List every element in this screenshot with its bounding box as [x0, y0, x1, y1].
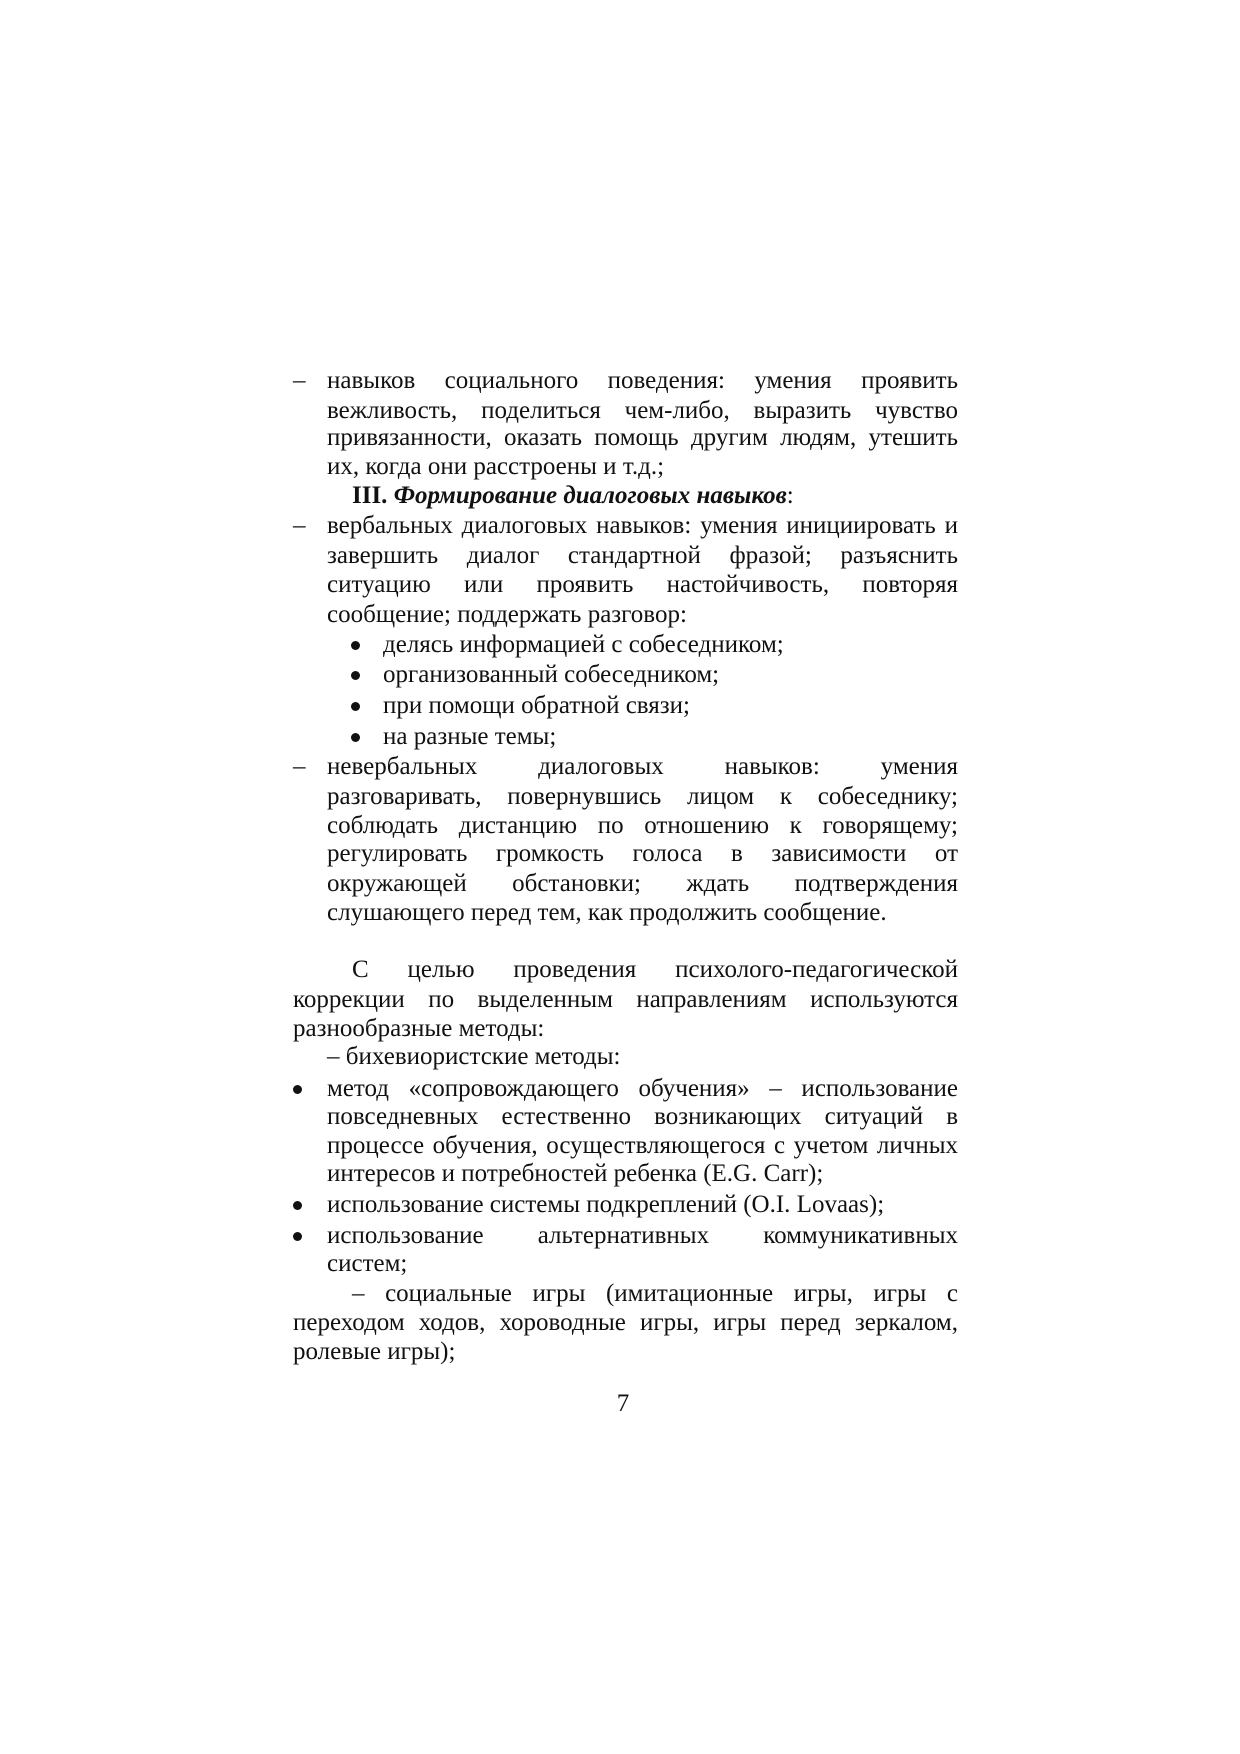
- text-line: слушающего перед тем, как продолжить сообщение.: [327, 899, 887, 926]
- text-line: регулировать громкость голоса в зависимости от: [327, 840, 958, 867]
- heading-colon: :: [786, 482, 794, 509]
- text-line: окружающей обстановки; ждать подтверждения: [327, 870, 958, 897]
- text-line: коррекции по выделенным направлениям используются: [293, 986, 958, 1013]
- text-line: систем;: [327, 1250, 408, 1277]
- text-line: навыков социального поведения: умения проявить: [327, 367, 958, 394]
- list-item: при помощи обратной связи;: [383, 692, 690, 719]
- page-number: 7: [616, 1390, 630, 1417]
- text-line: вербальных диалоговых навыков: умения инициировать и: [327, 512, 958, 539]
- heading-title: Формирование диалоговых навыков: [393, 482, 787, 509]
- text-line: – социальные игры (имитационные игры, игры с: [352, 1280, 958, 1307]
- text-line: повседневных естественно возникающих ситуаций в: [327, 1103, 958, 1130]
- text-line: соблюдать дистанцию по отношению к говорящему;: [327, 812, 958, 839]
- text-line: использование альтернативных коммуникативных: [327, 1222, 958, 1249]
- text-line: вежливость, поделиться чем-либо, выразить чувство: [327, 397, 958, 424]
- text-line: использование системы подкреплений (O.I. Lovaas);: [327, 1191, 885, 1218]
- text-line: завершить диалог стандартной фразой; разъяснить: [327, 542, 958, 569]
- list-item: делясь информацией с собеседником;: [383, 631, 784, 658]
- text-line: ролевые игры);: [293, 1338, 456, 1365]
- heading-numeral: III.: [352, 482, 388, 509]
- dash-marker: –: [293, 367, 306, 394]
- text-line: невербальных диалоговых навыков: умения: [327, 753, 958, 780]
- text-line: разнообразные методы:: [293, 1015, 545, 1042]
- text-line: процессе обучения, осуществляющегося с учетом личных: [327, 1132, 958, 1159]
- text-line: ситуацию или проявить настойчивость, повторяя: [327, 571, 958, 598]
- text-line: переходом ходов, хороводные игры, игры перед зеркалом,: [293, 1309, 958, 1336]
- bullet-icon: [293, 1201, 302, 1210]
- list-item: организованный собеседником;: [383, 661, 720, 688]
- list-item: на разные темы;: [383, 723, 557, 750]
- text-line: привязанности, оказать помощь другим людям, утешить: [327, 424, 958, 451]
- text-line: разговаривать, повернувшись лицом к собеседнику;: [327, 783, 958, 810]
- bullet-icon: [351, 671, 360, 680]
- bullet-icon: [293, 1085, 302, 1094]
- text-line: С целью проведения психолого-педагогической: [352, 956, 958, 983]
- bullet-icon: [351, 733, 360, 742]
- bullet-icon: [293, 1232, 302, 1241]
- bullet-icon: [351, 702, 360, 711]
- bullet-icon: [351, 641, 360, 650]
- dash-marker: –: [293, 753, 306, 780]
- text-line: интересов и потребностей ребенка (E.G. Carr);: [327, 1160, 824, 1187]
- text-line: их, когда они расстроены и т.д.;: [327, 453, 665, 480]
- text-line: сообщение; поддержать разговор:: [327, 601, 687, 628]
- dash-marker: –: [293, 512, 306, 539]
- text-line: метод «сопровождающего обучения» – использование: [327, 1075, 958, 1102]
- text-line: – бихевиористские методы:: [327, 1043, 621, 1070]
- section-heading: [352, 481, 794, 511]
